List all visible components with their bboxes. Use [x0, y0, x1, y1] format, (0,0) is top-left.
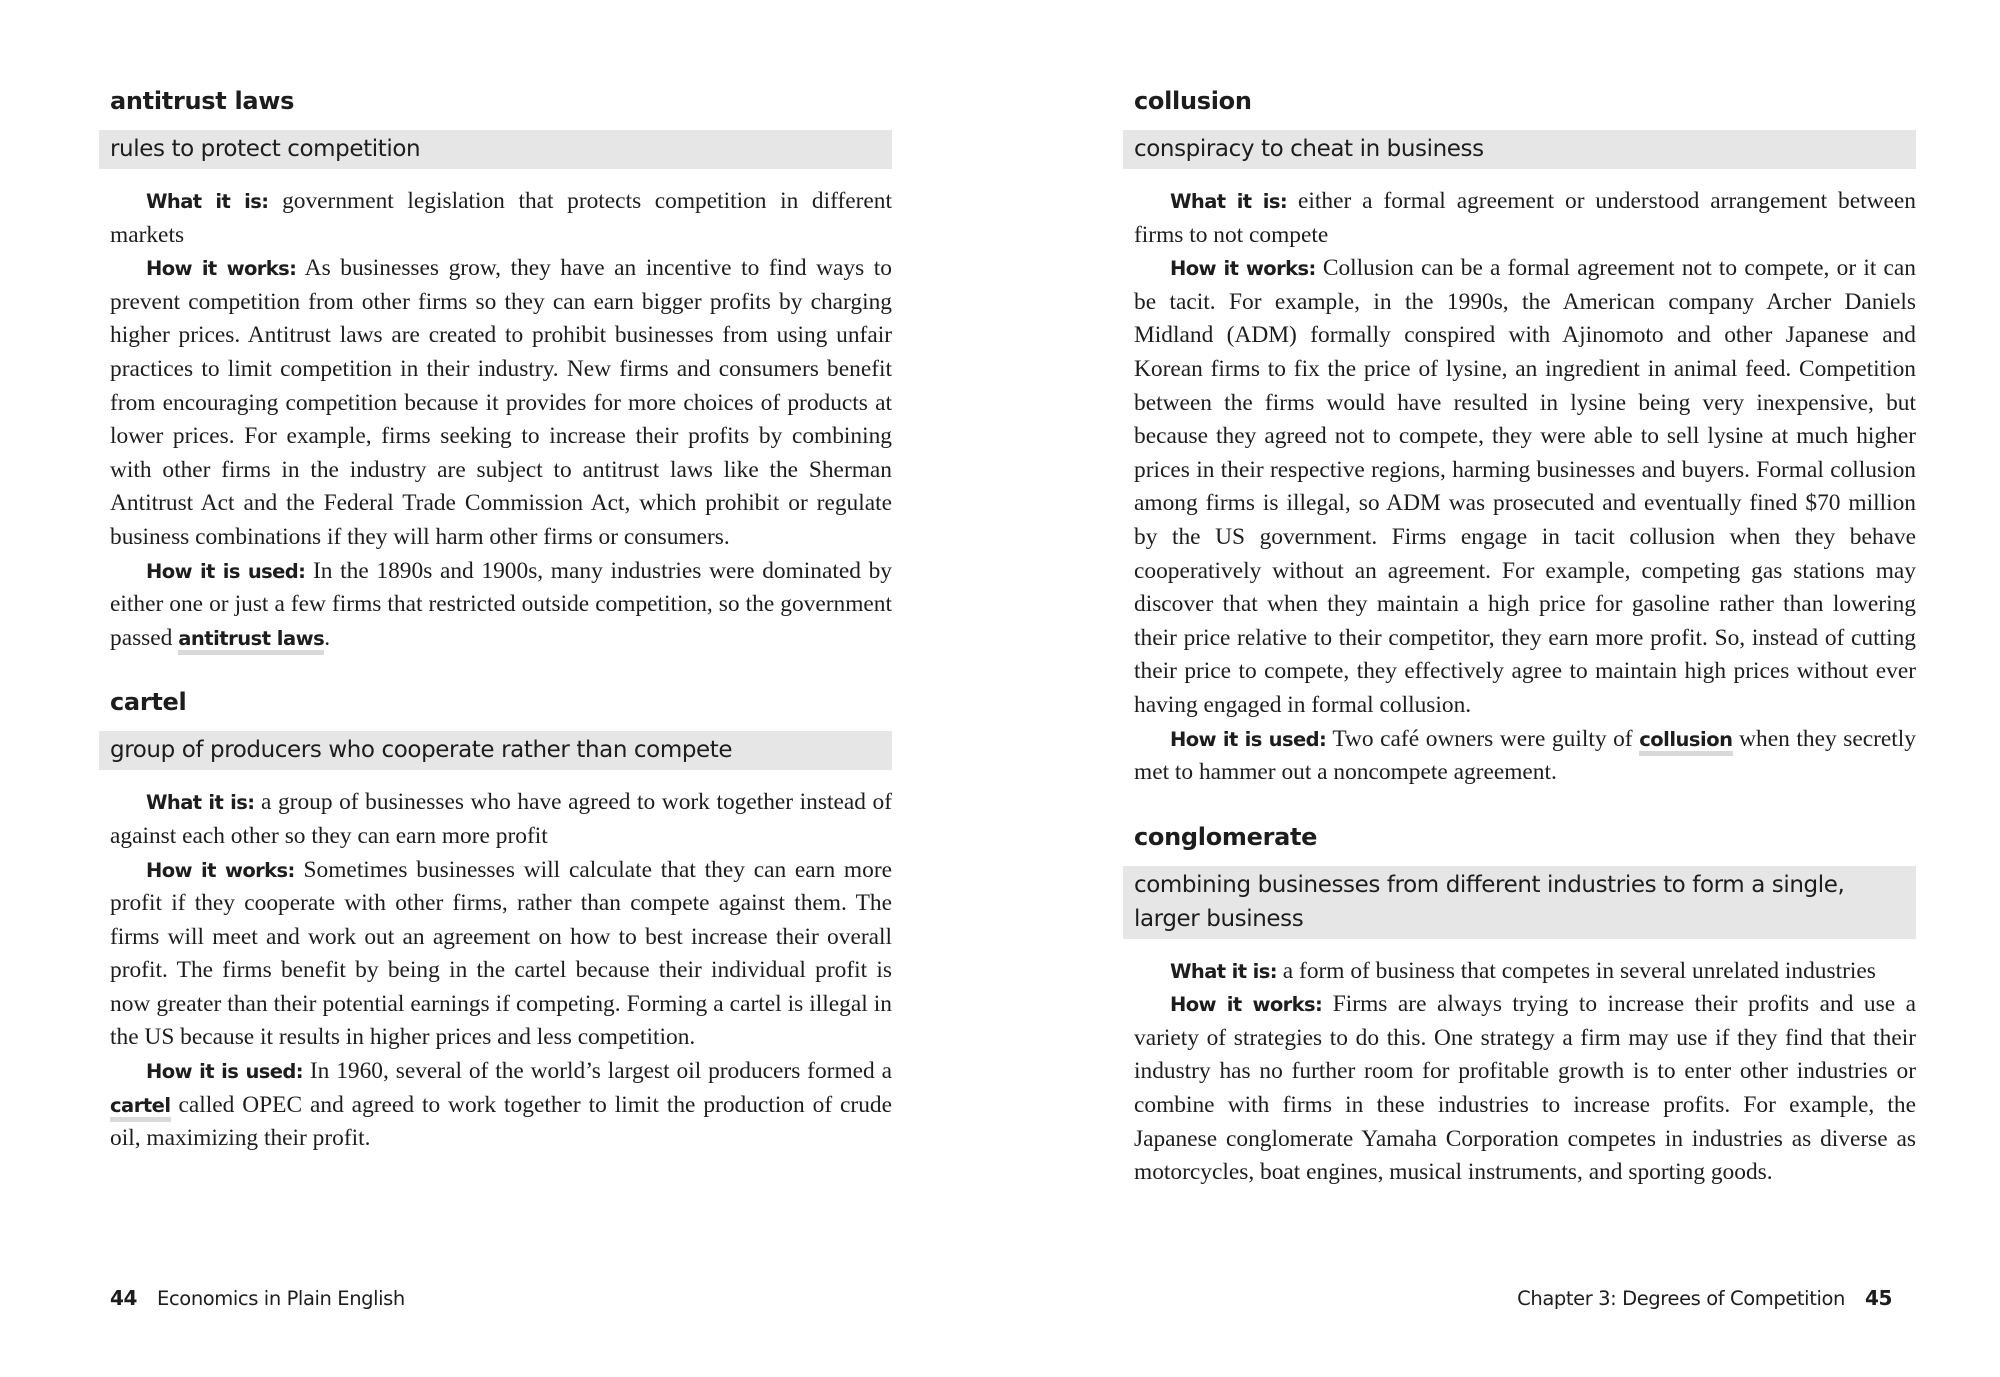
page-number: 44: [110, 1286, 138, 1310]
how-it-works-paragraph: [110, 854, 892, 1056]
how-it-is-used-text: Two café owners were guilty of: [1326, 725, 1640, 752]
what-it-is-label: What it is:: [1170, 959, 1277, 983]
what-it-is-text: either a formal agreement or understood arrangement between firms to not compete: [1134, 188, 1916, 248]
how-it-works-paragraph: [1134, 252, 1916, 722]
entry-term: collusion: [1134, 87, 1252, 115]
page-number: 45: [1864, 1286, 1892, 1310]
entry-term: antitrust laws: [110, 87, 295, 115]
how-it-works-text: Sometimes businesses will calculate that they can earn more profit if they cooperate with other firms, rather than compete against them. The firms will meet and work out an agreement on how to best increase their overall profit. The firms benefit by being in the cartel because their individual profit is now greater than their potential earnings if competing. Forming a cartel is illegal in the US because it results in higher prices and less competition.: [110, 856, 892, 1051]
what-it-is-label: What it is:: [146, 791, 255, 815]
entry-cartel: [110, 683, 892, 1156]
how-it-works-label: How it works:: [146, 257, 297, 281]
how-it-is-used-label: How it is used:: [146, 1060, 303, 1084]
entry-gloss: group of producers who cooperate rather than compete: [99, 731, 892, 770]
highlighted-term: collusion: [1639, 728, 1732, 756]
running-title: Economics in Plain English: [157, 1287, 405, 1310]
how-it-is-used-text-end: when they secretly met to hammer out a noncompete agreement.: [1134, 725, 1916, 786]
left-column: [110, 82, 892, 1184]
running-title: Chapter 3: Degrees of Competition: [1517, 1287, 1845, 1310]
what-it-is-text: government legislation that protects competition in different markets: [110, 188, 892, 248]
how-it-works-label: How it works:: [146, 858, 295, 882]
entry-term: conglomerate: [1134, 822, 1318, 851]
entry-collusion: [1134, 82, 1916, 790]
right-page: [1000, 0, 2000, 1377]
what-it-is-text: a form of business that competes in several unrelated industries: [1276, 957, 1876, 984]
how-it-is-used-text-end: .: [324, 624, 331, 651]
entry-gloss: combining businesses from different industries to form a single, larger business: [1123, 866, 1916, 939]
entry-gloss: conspiracy to cheat in business: [1123, 130, 1916, 169]
how-it-is-used-text: In 1960, several of the world’s largest oil producers formed a: [302, 1058, 892, 1085]
how-it-works-paragraph: [1134, 988, 1916, 1190]
what-it-is-paragraph: [1134, 955, 1916, 989]
how-it-is-used-text-end: called OPEC and agreed to work together to limit the production of crude oil, maximizing their profit.: [110, 1091, 892, 1152]
right-footer: [1517, 1284, 1892, 1313]
what-it-is-paragraph: [1134, 185, 1916, 252]
how-it-is-used-text: In the 1890s and 1900s, many industries were dominated by either one or just a few firms that restricted outside competition, so the government passed: [110, 557, 892, 651]
what-it-is-text: a group of businesses who have agreed to work together instead of against each other so they can earn more profit: [110, 789, 892, 849]
what-it-is-paragraph: [110, 185, 892, 252]
how-it-is-used-paragraph: [110, 1055, 892, 1156]
entry-gloss: rules to protect competition: [99, 130, 892, 169]
entry-conglomerate: [1134, 818, 1916, 1190]
entry-term: cartel: [110, 688, 187, 717]
how-it-is-used-label: How it is used:: [146, 559, 306, 583]
how-it-is-used-paragraph: [110, 555, 892, 656]
how-it-works-label: How it works:: [1170, 993, 1323, 1017]
how-it-works-paragraph: [110, 252, 892, 554]
how-it-works-text: As businesses grow, they have an incentive to find ways to prevent competition from other firms so they can earn bigger profits by charging higher prices. Antitrust laws are created to prohibit businesses from using unfair practices to limit competition in their industry. New firms and consumers benefit from encouraging competition because it provides for more choices of products at lower prices. For example, firms seeking to increase their profits by combining with other firms in the industry are subject to antitrust laws like the Sherman Antitrust Act and the Federal Trade Commission Act, which prohibit or regulate business combinations if they will harm other firms or consumers.: [110, 255, 892, 550]
how-it-works-text: Firms are always trying to increase their profits and use a variety of strategies to do this. One strategy a firm may use if they find that their industry has no further room for profitable growth is to enter other industries or combine with firms in these industries to increase profits. For example, the Japanese conglomerate Yamaha Corporation competes in industries as diverse as motorcycles, boat engines, musical instruments, and sporting goods.: [1134, 991, 1917, 1186]
right-column: [1134, 82, 1916, 1218]
what-it-is-label: What it is:: [146, 190, 269, 213]
highlighted-term: cartel: [110, 1094, 171, 1122]
how-it-works-label: How it works:: [1170, 257, 1316, 281]
entry-antitrust-laws: [110, 82, 892, 655]
highlighted-term: antitrust laws: [178, 627, 324, 655]
how-it-works-text: Collusion can be a formal agreement not to compete, or it can be tacit. For example, in the 1990s, the American company Archer Daniels Midland (ADM) formally conspired with Ajinomoto and other Japanese and Korean firms to fix the price of lysine, an ingredient in animal feed. Competition between the firms would have resulted in lysine being very inexpensive, but because they agreed not to compete, they were able to sell lysine at much higher prices in their respective regions, harming businesses and buyers. Formal collusion among firms is illegal, so ADM was prosecuted and eventually fined $70 million by the US government. Firms engage in tacit collusion when they behave cooperatively without an agreement. For example, competing gas stations may discover that when they maintain a high price for gasoline rather than lowering their price relative to their competitor, they earn more profit. So, instead of cutting their price to compete, they effectively agree to maintain high prices without ever having engaged in formal collusion.: [1134, 255, 1916, 718]
left-footer: [110, 1284, 405, 1313]
what-it-is-label: What it is:: [1170, 190, 1288, 213]
how-it-is-used-label: How it is used:: [1170, 727, 1327, 751]
what-it-is-paragraph: [110, 786, 892, 853]
how-it-is-used-paragraph: [1134, 723, 1916, 790]
